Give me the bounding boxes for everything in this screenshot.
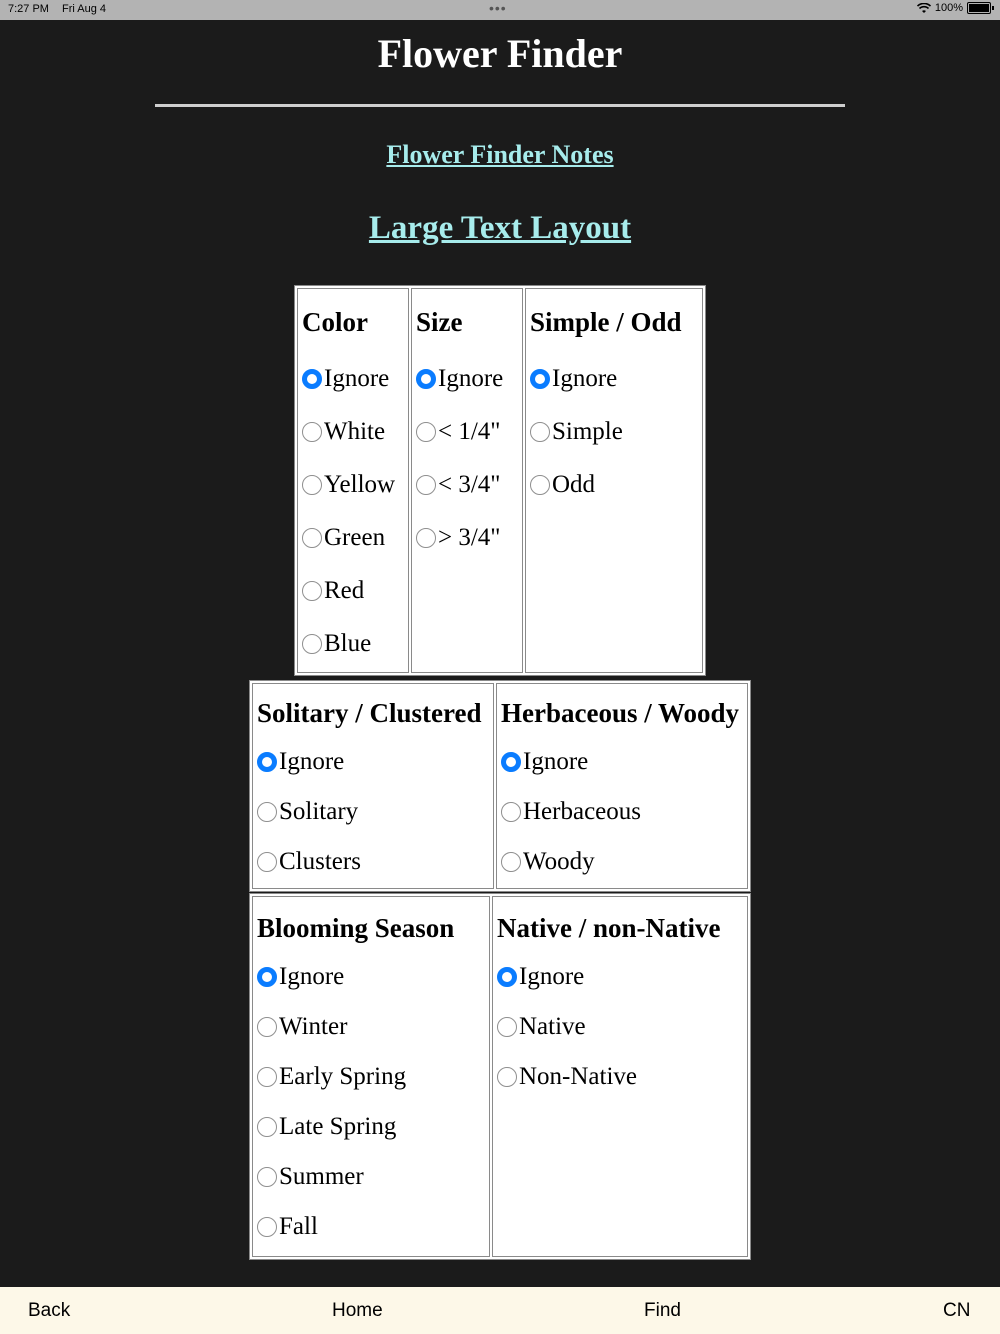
find-button[interactable]: Find [644,1300,681,1321]
option-label: Summer [279,1163,364,1190]
filter-option[interactable] [257,952,485,1002]
divider [155,104,845,107]
filter-option[interactable] [501,737,743,787]
radio-button[interactable] [257,967,277,987]
filter-option[interactable] [302,405,404,458]
battery-percent: 100% [934,2,963,14]
back-button[interactable]: Back [28,1300,71,1321]
radio-button[interactable] [302,475,322,495]
radio-button[interactable] [302,422,322,442]
filter-option[interactable] [257,1202,485,1252]
option-label: Odd [552,470,596,498]
filter-option[interactable] [257,837,489,887]
filter-option[interactable] [416,511,518,564]
radio-button[interactable] [257,752,277,772]
option-label: Green [324,523,386,551]
filter-table-3 [249,893,751,1260]
option-label: Blue [324,629,372,657]
radio-button[interactable] [416,422,436,442]
status-right [917,2,994,14]
page-title: Flower Finder [377,31,623,76]
radio-button[interactable] [257,1217,277,1237]
radio-button[interactable] [416,475,436,495]
multitask-dots-icon[interactable]: ••• [489,0,507,16]
radio-button[interactable] [497,967,517,987]
filter-heading: Solitary / Clustered [257,698,482,728]
radio-button[interactable] [501,752,521,772]
size-filter [411,288,523,673]
option-label: Solitary [279,798,359,825]
radio-button[interactable] [257,1017,277,1037]
filter-heading: Size [416,307,463,337]
option-label: Herbaceous [523,798,641,825]
radio-button[interactable] [302,528,322,548]
option-label: Ignore [279,748,345,775]
radio-button[interactable] [501,852,521,872]
option-label: White [324,417,386,445]
color-filter [297,288,409,673]
filter-option[interactable] [257,737,489,787]
filter-option[interactable] [257,787,489,837]
option-label: Ignore [438,364,504,392]
filter-option[interactable] [501,787,743,837]
option-label: Ignore [523,748,589,775]
solitary-clustered-filter [252,683,494,889]
radio-button[interactable] [497,1067,517,1087]
radio-button[interactable] [530,369,550,389]
radio-button[interactable] [257,1067,277,1087]
radio-button[interactable] [302,369,322,389]
status-time: 7:27 PM [8,3,49,15]
filter-option[interactable] [302,617,404,670]
option-label: > 3/4" [438,523,501,551]
radio-button[interactable] [302,634,322,654]
filter-option[interactable] [416,405,518,458]
battery-icon [967,2,991,14]
radio-button[interactable] [416,528,436,548]
radio-button[interactable] [530,475,550,495]
option-label: Yellow [324,470,396,498]
filter-option[interactable] [302,564,404,617]
filter-option[interactable] [416,458,518,511]
radio-button[interactable] [497,1017,517,1037]
home-button[interactable]: Home [332,1300,383,1321]
flower-finder-notes-link[interactable]: Flower Finder Notes [386,140,614,169]
filter-option[interactable] [257,1102,485,1152]
filter-option[interactable] [416,352,518,405]
filter-option[interactable] [497,952,743,1002]
filter-table-1 [294,285,706,676]
status-bar [0,0,1000,20]
option-label: Non-Native [519,1063,638,1090]
filter-option[interactable] [257,1152,485,1202]
filter-option[interactable] [302,511,404,564]
native-filter [492,896,748,1257]
filter-heading: Blooming Season [257,913,455,943]
option-label: Ignore [279,963,345,990]
option-label: Native [519,1013,586,1040]
option-label: Clusters [279,848,361,875]
radio-button[interactable] [257,1167,277,1187]
status-date: Fri Aug 4 [62,3,107,15]
bottom-nav [0,1287,1000,1334]
option-label: Simple [552,417,623,445]
option-label: Early Spring [279,1063,407,1090]
filter-heading: Color [302,307,368,337]
option-label: Ignore [552,364,618,392]
option-label: Ignore [519,963,585,990]
option-label: Late Spring [279,1113,397,1140]
radio-button[interactable] [302,581,322,601]
radio-button[interactable] [416,369,436,389]
radio-button[interactable] [257,1117,277,1137]
option-label: Woody [523,848,595,875]
filter-option[interactable] [501,837,743,887]
option-label: Fall [279,1213,318,1240]
notes-link-row [0,140,1000,170]
blooming-season-filter [252,896,490,1257]
radio-button[interactable] [501,802,521,822]
wifi-icon [917,3,931,14]
radio-button[interactable] [257,802,277,822]
layout-link-row [0,210,1000,247]
option-label: Winter [279,1013,348,1040]
filter-heading: Native / non-Native [497,913,721,943]
herbaceous-woody-filter [496,683,748,889]
cn-button[interactable]: CN [943,1300,971,1321]
filter-option[interactable] [530,352,698,405]
filter-option[interactable] [257,1052,485,1102]
filter-option[interactable] [497,1052,743,1102]
filter-option[interactable] [302,458,404,511]
filter-table-2 [249,680,751,892]
filter-option[interactable] [257,1002,485,1052]
filter-heading: Simple / Odd [530,307,682,337]
radio-button[interactable] [257,852,277,872]
option-label: < 3/4" [438,470,501,498]
filter-option[interactable] [497,1002,743,1052]
filter-heading: Herbaceous / Woody [501,698,740,728]
filter-option[interactable] [302,352,404,405]
radio-button[interactable] [530,422,550,442]
option-label: Ignore [324,364,390,392]
option-label: < 1/4" [438,417,501,445]
simple-odd-filter [525,288,703,673]
large-text-layout-link[interactable]: Large Text Layout [368,210,632,246]
filter-option[interactable] [530,458,698,511]
filter-option[interactable] [530,405,698,458]
option-label: Red [324,576,365,604]
